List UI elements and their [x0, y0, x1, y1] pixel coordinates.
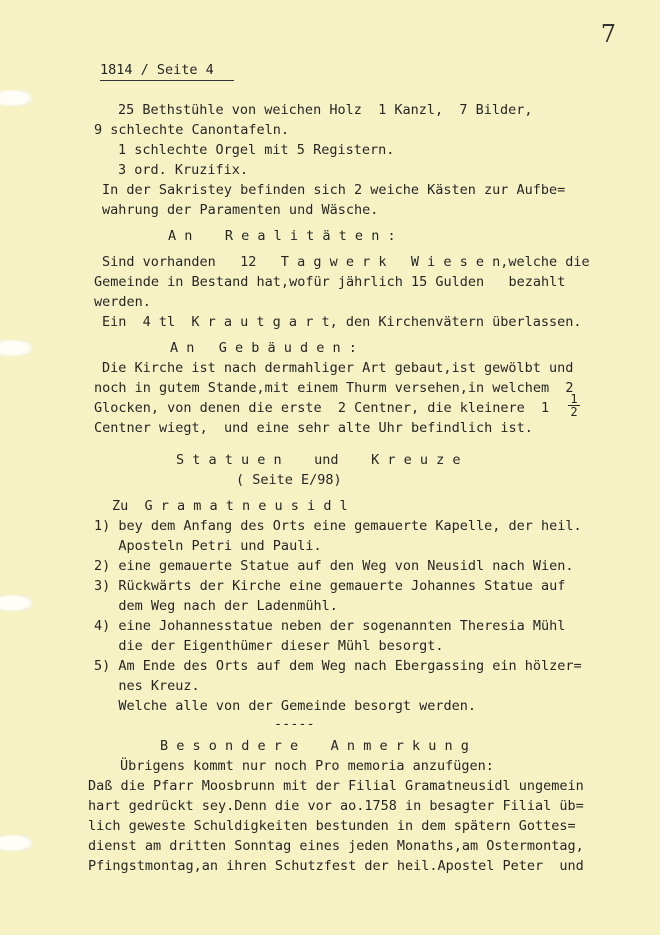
text-line: dienst am dritten Sonntag eines jeden Monaths,am Ostermontag, [88, 838, 584, 854]
section-reference: ( Seite E/98) [236, 472, 342, 488]
text-line: Centner wiegt, und eine sehr alte Uhr befindlich ist. [94, 420, 533, 436]
section-heading: S t a t u e n und K r e u z e [176, 452, 461, 468]
fraction-denominator: 2 [570, 405, 578, 419]
text-line: hart gedrückt sey.Denn die vor ao.1758 in besagter Filial üb= [88, 798, 584, 814]
page-header: 1814 / Seite 4 [100, 62, 234, 81]
list-item: nes Kreuz. [94, 678, 200, 694]
punch-hole [0, 90, 32, 106]
list-item: 4) eine Johannesstatue neben der sogenannten Theresia Mühl [94, 618, 566, 634]
list-item: 3) Rückwärts der Kirche eine gemauerte Johannes Statue auf [94, 578, 566, 594]
list-item: die der Eigenthümer dieser Mühl besorgt. [94, 638, 444, 654]
text-line: wahrung der Paramenten und Wäsche. [102, 202, 379, 218]
section-heading: A n R e a l i t ä t e n : [168, 228, 396, 244]
subsection-heading: Zu G r a m a t n e u s i d l [112, 498, 348, 514]
punch-hole [0, 340, 32, 356]
text-line: Gemeinde in Bestand hat,wofür jährlich 15 Gulden bezahlt [94, 274, 566, 290]
text-line: Welche alle von der Gemeinde besorgt werden. [94, 698, 477, 714]
list-item: dem Weg nach der Ladenmühl. [94, 598, 338, 614]
text-line: Sind vorhanden 12 T a g w e r k W i e s e n,welche die [102, 254, 590, 270]
list-item: 5) Am Ende des Orts auf dem Weg nach Ebergassing ein hölzer= [94, 658, 582, 674]
text-line: noch in gutem Stande,mit einem Thurm versehen,in welchem 2 [94, 380, 574, 396]
punch-hole [0, 835, 32, 851]
text-line: 3 ord. Kruzifix. [118, 162, 249, 178]
text-line: In der Sakristey befinden sich 2 weiche Kästen zur Aufbe= [102, 182, 566, 198]
text-line: Die Kirche ist nach dermahliger Art gebaut,ist gewölbt und [102, 360, 574, 376]
text-line: Glocken, von denen die erste 2 Centner, die kleinere 1 [94, 400, 550, 416]
divider: ----- [274, 716, 315, 732]
section-heading: B e s o n d e r e A n m e r k u n g [160, 738, 469, 754]
list-item: 2) eine gemauerte Statue auf den Weg von Neusidl nach Wien. [94, 558, 574, 574]
page-number: 7 [600, 20, 616, 48]
text-line: Pfingstmontag,an ihren Schutzfest der heil.Apostel Peter und [88, 858, 584, 874]
list-item: Aposteln Petri und Pauli. [94, 538, 322, 554]
text-line: werden. [94, 294, 151, 310]
punch-hole [0, 595, 32, 611]
fraction-numerator: 1 [570, 392, 578, 406]
text-line: 9 schlechte Canontafeln. [94, 122, 290, 138]
fraction-half [568, 394, 580, 417]
text-line: Ein 4 tl K r a u t g a r t, den Kirchenvätern überlassen. [102, 314, 582, 330]
text-line: Übrigens kommt nur noch Pro memoria anzufügen: [120, 758, 494, 774]
text-line: Daß die Pfarr Moosbrunn mit der Filial Gramatneusidl ungemein [88, 778, 584, 794]
section-heading: A n G e b ä u d e n : [170, 340, 357, 356]
text-line: 25 Bethstühle von weichen Holz 1 Kanzl, 7 Bilder, [118, 102, 533, 118]
text-line: 1 schlechte Orgel mit 5 Registern. [118, 142, 395, 158]
list-item: 1) bey dem Anfang des Orts eine gemauerte Kapelle, der heil. [94, 518, 582, 534]
text-line: lich geweste Schuldigkeiten bestunden in dem spätern Gottes= [88, 818, 576, 834]
